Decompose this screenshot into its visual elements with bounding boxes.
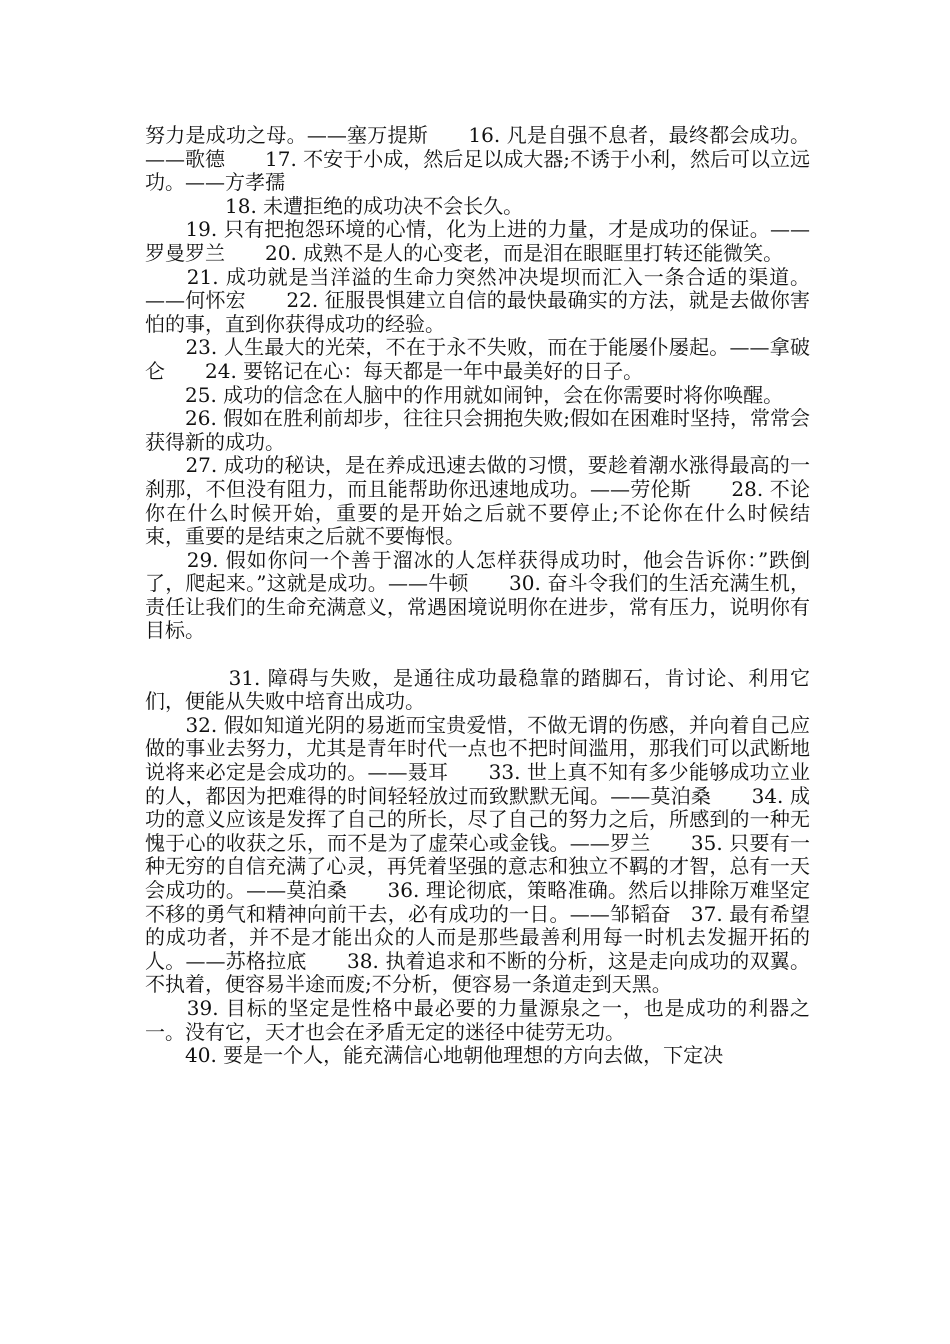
paragraph-quotes-15-17: 努力是成功之母。——塞万提斯 16. 凡是自强不息者，最终都会成功。——歌德 17. 不安于小成，然后足以成大器;不诱于小利，然后可以立远功。——方孝孺 (145, 123, 810, 195)
paragraph-quote-31: 31. 障碍与失败，是通往成功最稳靠的踏脚石，肯讨论、利用它们，便能从失败中培育出成功。 (145, 665, 810, 714)
paragraph-quotes-19-20: 19. 只有把抱怨环境的心情，化为上进的力量，才是成功的保证。——罗曼罗兰 20. 成熟不是人的心变老，而是泪在眼眶里打转还能微笑。 (145, 217, 810, 265)
paragraph-quote-18: 18. 未遭拒绝的成功决不会长久。 (145, 193, 524, 218)
paragraph-quotes-23-24: 23. 人生最大的光荣，不在于永不失败，而在于能屡仆屡起。——拿破仑 24. 要铭记在心：每天都是一年中最美好的日子。 (145, 335, 810, 383)
paragraph-quotes-32-38: 32. 假如知道光阴的易逝而宝贵爱惜，不做无谓的伤感，并向着自己应做的事业去努力，尤其是青年时代一点也不把时间滥用，那我们可以武断地说将来必定是会成功的。——聂耳 33. 世上真不知有多少能够成功立业的人，都因为把难得的时间轻轻放过而致默默无闻。——莫泊桑 34. 成功的意义应该是发挥了自己的所长，尽了自己的努力之后，所感到的一种无愧于心的收获之乐，而不是为了虚荣心或金钱。——罗兰 35. 只要有一种无穷的自信充满了心灵，再凭着坚强的意志和独立不羁的才智，总有一天会成功的。——莫泊桑 36. 理论彻底，策略准确。然后以排除万难坚定不移的勇气和精神向前干去，必有成功的一日。——邹韬奋 37. 最有希望的成功者，并不是才能出众的人而是那些最善利用每一时机去发掘开拓的人。——苏格拉底 38. 执着追求和不断的分析，这是走向成功的双翼。不执着，便容易半途而废;不分析，便容易一条道走到天黑。 (145, 712, 810, 997)
paragraph-quotes-21-22: 21. 成功就是当洋溢的生命力突然冲决堤坝而汇入一条合适的渠道。——何怀宏 22. 征服畏惧建立自信的最快最确实的方法，就是去做你害怕的事，直到你获得成功的经验。 (145, 264, 810, 336)
paragraph-quote-39: 39. 目标的坚定是性格中最必要的力量源泉之一，也是成功的利器之一。没有它，天才也会在矛盾无定的迷径中徒劳无功。 (145, 995, 810, 1044)
paragraph-quotes-29-30: 29. 假如你问一个善于溜冰的人怎样获得成功时，他会告诉你：”跌倒了，爬起来。”这就是成功。——牛顿 30. 奋斗令我们的生活充满生机，责任让我们的生命充满意义，常遇困境说明你在进步，常有压力，说明你有目标。 (145, 547, 810, 643)
paragraph-quotes-27-28: 27. 成功的秘诀，是在养成迅速去做的习惯，要趁着潮水涨得最高的一刹那，不但没有阻力，而且能帮助你迅速地成功。——劳伦斯 28. 不论你在什么时候开始，重要的是开始之后就不要停止;不论你在什么时候结束，重要的是结束之后就不要悔恨。 (145, 453, 810, 549)
paragraph-quote-25: 25. 成功的信念在人脑中的作用就如闹钟，会在你需要时将你唤醒。 (145, 382, 784, 407)
document-body (145, 124, 810, 1068)
paragraph-quote-26: 26. 假如在胜利前却步，往往只会拥抱失败;假如在困难时坚持，常常会获得新的成功。 (145, 406, 810, 454)
paragraph-quote-40: 40. 要是一个人，能充满信心地朝他理想的方向去做，下定决 (145, 1043, 724, 1068)
blank-line (145, 643, 810, 667)
